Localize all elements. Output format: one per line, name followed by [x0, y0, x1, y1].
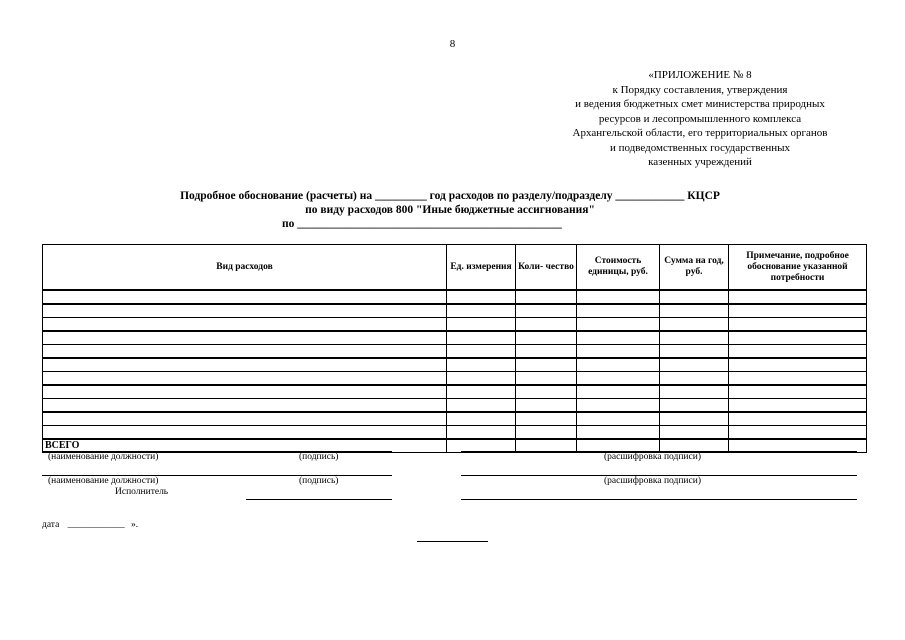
- table-row: [43, 372, 867, 386]
- signature-label-2: (подпись): [299, 476, 339, 486]
- title-line-3: по ______________________________________________: [282, 218, 562, 230]
- header-note: Примечание, подробное обоснование указанной потребности: [729, 245, 867, 291]
- title-line-1: Подробное обоснование (расчеты) на _________ год расходов по разделу/подразделу ____________ КЦСР: [180, 190, 720, 202]
- table-header-row: [43, 245, 867, 291]
- footer-rule: [417, 541, 488, 542]
- appendix-line: и ведения бюджетных смет министерства природных: [575, 98, 825, 110]
- executor-signature-line[interactable]: [246, 499, 392, 500]
- table-row: [43, 412, 867, 426]
- table-row: [43, 426, 867, 440]
- appendix-line: ресурсов и лесопромышленного комплекса: [598, 112, 802, 125]
- position-label-2: (наименование должности): [48, 476, 159, 486]
- date-tail: ».: [131, 520, 139, 530]
- position-label-1: (наименование должности): [48, 452, 159, 462]
- appendix-line: казенных учреждений: [648, 156, 752, 168]
- table-row: [43, 399, 867, 413]
- total-label: ВСЕГО: [43, 439, 447, 453]
- header-quantity: Коли- чество: [516, 245, 577, 291]
- header-unit-cost: Стоимость единицы, руб.: [577, 245, 660, 291]
- page-number: 8: [449, 38, 456, 50]
- executor-decoding-line[interactable]: [461, 499, 857, 500]
- title-line-2: по виду расходов 800 "Иные бюджетные ассигнования": [305, 204, 595, 216]
- decoding-label-2: (расшифровка подписи): [604, 476, 701, 486]
- date-row: [42, 520, 138, 530]
- table-row: [43, 304, 867, 318]
- table-row: [43, 318, 867, 332]
- appendix-line: Архангельской области, его территориальных органов: [572, 127, 828, 139]
- header-unit: Ед. измерения: [447, 245, 516, 291]
- signature-label-1: (подпись): [299, 452, 339, 462]
- appendix-heading: [550, 68, 850, 170]
- appendix-line: «ПРИЛОЖЕНИЕ № 8: [648, 69, 752, 81]
- header-annual-sum: Сумма на год, руб.: [660, 245, 729, 291]
- table-row: [43, 358, 867, 372]
- date-label: дата: [42, 520, 60, 530]
- header-expense-type: Вид расходов: [43, 245, 447, 291]
- executor-label: Исполнитель: [115, 487, 169, 497]
- table-row: [43, 345, 867, 359]
- document-title: [120, 189, 780, 231]
- table-row: [43, 331, 867, 345]
- decoding-label-1: (расшифровка подписи): [604, 452, 701, 462]
- table-row: [43, 385, 867, 399]
- expense-table: [42, 244, 867, 453]
- appendix-line: и подведомственных государственных: [609, 141, 791, 154]
- table-row: [43, 290, 867, 304]
- date-field[interactable]: ____________: [67, 520, 125, 530]
- appendix-line: к Порядку составления, утверждения: [612, 83, 788, 96]
